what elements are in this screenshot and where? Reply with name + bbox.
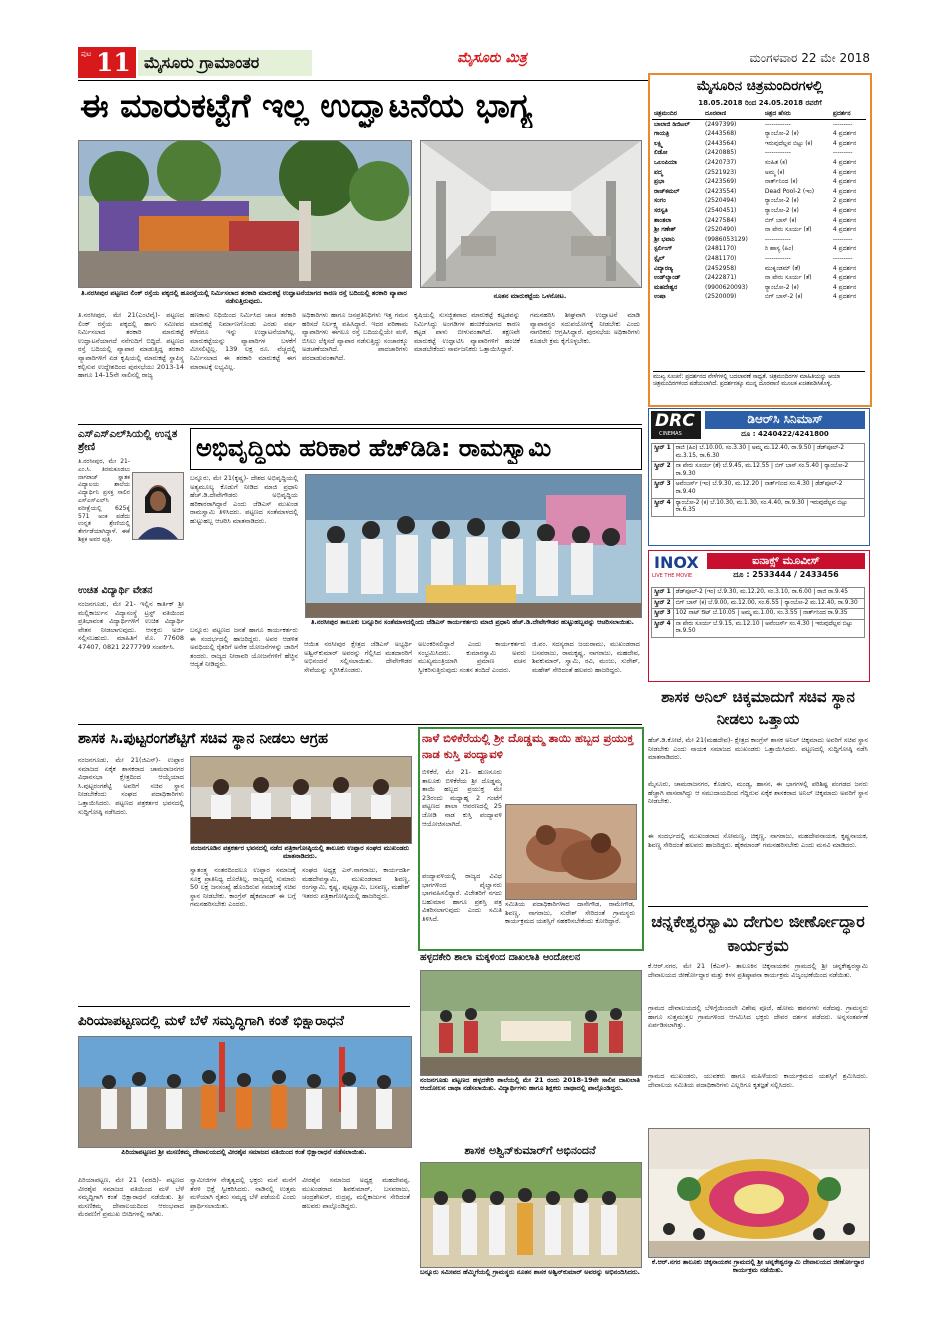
cinema-cell: (2423569) — [704, 178, 737, 186]
cinema-row — [652, 225, 866, 235]
jds-celebration-photo — [305, 474, 642, 618]
cinema-cell: ಗಾಯತ್ರಿ — [654, 130, 670, 138]
cinema-cell: --------- — [832, 120, 853, 128]
cinema-row — [652, 292, 866, 302]
paper-logo: ಮೈಸೂರು ಮಿತ್ರ — [457, 50, 527, 66]
cinema-cell: ಪದ್ಮ — [654, 168, 663, 176]
cinema-row — [652, 264, 866, 274]
cinema-cell: (2497399) — [704, 120, 737, 128]
drc-box — [648, 408, 870, 546]
cinema-cell: 4 ಪ್ರದರ್ಶನ — [832, 178, 857, 186]
cinema-cell: --------- — [832, 149, 853, 157]
cinema-row — [652, 119, 866, 129]
inox-logo — [651, 553, 703, 583]
cinema-row — [652, 158, 866, 168]
cinema-row — [652, 187, 866, 197]
inox-screen-label: ಸ್ಕ್ರೀನ್ 3 — [652, 609, 674, 620]
cinema-cell: --------- — [832, 235, 853, 243]
cinema-cell: ------------ — [764, 120, 791, 128]
drc-screen-row — [652, 462, 865, 480]
market-interior-photo — [420, 140, 642, 288]
cinema-cell: ಶ್ರೀ ಗಣೇಶ್ — [654, 226, 676, 234]
drc-logo-text: DRC — [655, 411, 695, 431]
cinema-cell: (2520009) — [704, 293, 737, 301]
cinema-col-shows: ಪ್ರದರ್ಶನ — [832, 110, 851, 117]
cinema-row — [652, 216, 866, 226]
inox-screen-label: ಸ್ಕ್ರೀನ್ 1 — [652, 588, 674, 599]
cinema-cell: ಪ್ರಭಾ — [654, 178, 665, 186]
cinema-cell: (2521923) — [704, 168, 737, 176]
story7-rule — [648, 906, 868, 907]
cinema-cell: 4 ಪ್ರದರ್ಶನ — [832, 293, 857, 301]
story5-headline: ಪಿರಿಯಾಪಟ್ಟಣದಲ್ಲಿ ಮಳೆ ಬೆಳೆ ಸಮೃದ್ಧಿಗಾಗಿ ಕಂತೆ ಭಿಕ್ಷಾರಾಧನೆ — [78, 1013, 344, 1029]
cinema-cell: (2452958) — [704, 264, 737, 272]
drc-screen-shows: ರ್‍ಯಾಂಬೋ-2 (ಕ) ಬೆ.10.30, ಮ.1.30, ಸಂ.4.40, ರಾ.9.30 | ಇರುವುದೆಲ್ಲವ ಬಿಟ್ಟು ರಾ.6.35 — [673, 498, 864, 516]
story5-caption: ಪಿರಿಯಾಪಟ್ಟಣದ ಶ್ರೀ ಮಸಣಿಕಮ್ಮ ದೇವಾಲಯದಲ್ಲಿ ವೀರಶೈವ ಸಮಾಜದ ವತಿಯಿಂದ ಕಂತೆ ಭಿಕ್ಷಾರಾಧನೆ ನಡೆಸಲಾಯಿತು. — [121, 1148, 367, 1156]
cinema-cell: (9900620093) — [704, 283, 748, 291]
story7-p2: ಮೈಸೂರು, ಚಾಮರಾಜನಗರ, ಕೊಡಗು, ಮಂಡ್ಯ, ಹಾಸನ, ಈ ಭಾಗಗಳಲ್ಲಿ ಪರಿಶಿಷ್ಟ ಪಂಗಡದ ಜನರು ಹೆಚ್ಚಾಗಿ ವಾಸವಾಗಿದ್ದು ಆ ಸಮುದಾಯದಿಂದ ಗೆದ್ದಿರುವ ಏಕೈಕ ಶಾಸಕರಾದ ಅನಿಲ್ ಚಿಕ್ಕಮಾದು ಅವರಿಗೆ ಸ್ಥಾನ ನೀಡಬೇಕು. — [648, 780, 868, 806]
section-title: ಮೈಸೂರು ಗ್ರಾಮಾಂತರ — [138, 50, 312, 76]
story8-p1: ಕೆ.ಆರ್.ನಗರ, ಮೇ 21 (ಕೆಎಸ್)- ತಾಲೂಕಿನ ಚಿಕ್ಕನಾಯಕನ ಗ್ರಾಮದಲ್ಲಿ ಶ್ರೀ ಚನ್ನಕೇಶ್ವರಸ್ವಾಮಿ ದೇವಾಲಯದ ಜೀರ್ಣೋದ್ಧಾರ ಮತ್ತು ಕಳಸ ಪ್ರತಿಷ್ಠಾಪನಾ ಕಾರ್ಯಕ್ರಮ ವಿಜೃಂಭಣೆಯಿಂದ ನಡೆಯಿತು. — [648, 962, 868, 979]
inox-box — [648, 550, 870, 682]
drc-title: ಡಿಆರ್‌ಸಿ ಸಿನಿಮಾಸ್ — [747, 412, 823, 426]
inox-title: ಐನಾಕ್ಸ್ ಮೂವೀಸ್ — [752, 554, 820, 567]
school-rally-photo — [420, 970, 642, 1076]
story3-col1: ನಂಜನಗೂಡು, ಮೇ 21(ಜಿಎಸ್)- ಉಪ್ಪಾರ ಸಮಾಜದ ಏಕೈಕ ಶಾಸಕರಾದ ಚಾಮರಾಜನಗರ ವಿಧಾನಸಭಾ ಕ್ಷೇತ್ರದಿಂದ ಆಯ್ಕೆಯಾದ ಸಿ.ಪುಟ್ಟರಂಗಶೆಟ್ಟಿ ಅವರಿಗೆ ಸಚಿವ ಸ್ಥಾನ ನೀಡಬೇಕೆಂದು ಸಂಘದ ಪದಾಧಿಕಾರಿಗಳು ಒತ್ತಾಯಿಸಿದರು. ಪಟ್ಟಣದ ಪತ್ರಕರ್ತರ ಭವನದಲ್ಲಿ ಸುದ್ದಿಗೋಷ್ಠಿ ನಡೆಸಿದರು. — [78, 756, 184, 816]
cinema-cell: (2481170) — [704, 254, 737, 262]
cinema-cell: ರಾಜ್‌ಕಮಲ್ — [654, 187, 680, 195]
page-number-badge — [78, 47, 136, 78]
masthead-date: ಮಂಗಳವಾರ 22 ಮೇ 2018 — [749, 51, 870, 65]
cinema-cell: ಲಕ್ಷ್ಮಿ — [654, 139, 663, 147]
cinema-cell: ವಿದ್ಯಾರಣ್ಯ — [654, 264, 673, 272]
cinema-cell: ಉಷಾ — [654, 293, 666, 301]
story8-caption: ಕೆ.ಆರ್.ನಗರ ತಾಲೂಕು ಚಿಕ್ಕನಾಯಕನ ಗ್ರಾಮದಲ್ಲಿ ಶ್ರೀ ಚನ್ನಕೇಶ್ವರಸ್ವಾಮಿ ದೇವಾಲಯದ ಜೀರ್ಣೋದ್ಧಾರ ಕಾರ್ಯಕ್ರಮ ನಡೆಯಿತು. — [651, 1258, 865, 1274]
cinema-table — [652, 109, 866, 302]
cinema-row — [652, 168, 866, 178]
school-drive-headline: ಹಳ್ಳದಕೇರಿ ಶಾಲಾ ಮಕ್ಕಳಿಂದ ದಾಖಲಾತಿ ಆಂದೋಲನ — [420, 952, 581, 963]
cinema-cell: 4 ಪ್ರದರ್ಶನ — [832, 274, 857, 282]
story1-headline: ಈ ಮಾರುಕಟ್ಟೆಗೆ ಇಲ್ಲ ಉದ್ಘಾಟನೆಯ ಭಾಗ್ಯ — [80, 86, 533, 125]
cinema-cell: --------- — [832, 254, 853, 262]
story1-rule — [78, 424, 642, 425]
story3-col3: ಸಂಘದ ಅಧ್ಯಕ್ಷ ಎಸ್.ನಾಗರಾಜು, ಕಾರ್ಯದರ್ಶಿ ಮಹದೇವಸ್ವಾಮಿ, ಮುಖಂಡರಾದ ಶಿವಣ್ಣ, ರಂಗಸ್ವಾಮಿ, ಕೃಷ್ಣ, ಪುಟ್ಟಸ್ವಾಮಿ, ಬಸವಣ್ಣ, ಮಹೇಶ್ ಇತರರು ಪತ್ರಿಕಾಗೋಷ್ಠಿಯಲ್ಲಿ ಹಾಜರಿದ್ದರು. — [302, 866, 410, 900]
cinema-cell: ನಾರ್ತ್‌ನಿಂದ (ಕ) — [764, 178, 798, 186]
school-drive-caption: ನಂಜನಗೂಡು ಪಟ್ಟಣದ ಹಳ್ಳದಕೇರಿ ಶಾಲೆಯಲ್ಲಿ ಮೇ 21 ರಂದು 2018-19ನೇ ಸಾಲಿನ ದಾಖಲಾತಿ ಆಂದೋಲನ ಜಾಥಾ ನಡೆಸಲಾಯಿತು. ವಿದ್ಯಾರ್ಥಿಗಳು ಹಾಗೂ ಶಿಕ್ಷಕರು ಜಾಥಾದಲ್ಲಿ ಪಾಲ್ಗೊಂಡಿದ್ದರು. — [420, 1076, 640, 1092]
cinema-cell: ಒಲಂಪಿಯಾ — [654, 158, 677, 166]
story8-p2: ಗ್ರಾಮದ ದೇವಾಲಯದಲ್ಲಿ ಬೆಳಿಗ್ಗೆಯಿಂದಲೇ ವಿಶೇಷ ಪೂಜೆ, ಹೋಮ ಹವನಗಳು ನಡೆದವು. ಗ್ರಾಮಸ್ಥರು ಹಾಗೂ ಸುತ್ತಮುತ್ತಲ ಗ್ರಾಮಗಳಿಂದ ಆಗಮಿಸಿದ ಭಕ್ತರು ದೇವರ ದರ್ಶನ ಪಡೆದರು. ಅನ್ನಸಂತರ್ಪಣೆ ಏರ್ಪಡಿಸಲಾಗಿತ್ತು. — [648, 1004, 868, 1030]
drc-screen-label: ಸ್ಕ್ರೀನ್ 1 — [652, 444, 674, 462]
story3-headline: ಶಾಸಕ ಸಿ.ಪುಟ್ಟರಂಗಶೆಟ್ಟಿಗೆ ಸಚಿವ ಸ್ಥಾನ ನೀಡಲು ಆಗ್ರಹ — [78, 731, 329, 747]
cinema-cell: 4 ಪ್ರದರ್ಶನ — [832, 283, 857, 291]
cinema-row — [652, 254, 866, 264]
cinema-row — [652, 244, 866, 254]
cinema-cell: ಲಿಡೋ — [654, 149, 668, 157]
drc-screens — [651, 443, 865, 517]
story2-rule — [78, 724, 642, 725]
drc-screen-row — [652, 444, 865, 462]
inox-screen-row — [652, 598, 865, 609]
cinema-cell: ರ್‍ಯಾಂಬೋ-2 (ಕ) — [764, 206, 799, 214]
inox-screen-label: ಸ್ಕ್ರೀನ್ 4 — [652, 619, 674, 637]
inox-logo-sub: LIVE THE MOVIE — [652, 573, 693, 579]
drc-screen-row — [652, 498, 865, 516]
cinema-col-film: ಚಿತ್ರದ ಹೆಸರು — [764, 110, 791, 117]
cinema-cell: 4 ಪ್ರದರ್ಶನ — [832, 216, 857, 224]
sslc-headline: ಎಸ್‌ಎಸ್‌ಎಲ್‌ಸಿಯಲ್ಲಿ ಉನ್ನತ ಶ್ರೇಣಿ — [78, 428, 178, 453]
inox-phone: ದೂ : 2533444 / 2433456 — [733, 570, 839, 579]
cinema-row — [652, 177, 866, 187]
sslc-body: ತಿ.ನರಸೀಪುರ, ಮೇ 21- ಎಂ.ಸಿ. ತಿರಮಕೂಡಲು ನಾಗರಾಜ್ ಸ್ನಾತಕ ವಿದ್ಯಾಲಯ ಶಾಲೆಯ ವಿದ್ಯಾರ್ಥಿನಿ ಪ್ರಸಕ್ತ ಸಾಲಿನ ಎಸ್‌ಎಸ್‌ಎಲ್‌ಸಿ ಪರೀಕ್ಷೆಯಲ್ಲಿ 625ಕ್ಕೆ 571 ಅಂಕ ಪಡೆದು ಉನ್ನತ ಶ್ರೇಣಿಯಲ್ಲಿ ತೇರ್ಗಡೆಯಾಗಿದ್ದಾಳೆ. ಈಕೆ ಶಿಕ್ಷಕ ಅವರ ಪುತ್ರಿ. — [78, 458, 130, 543]
cinema-cell: ಸರಸ್ವತಿ — [654, 206, 668, 214]
cinema-cell: ನಾ ಪೇರು ಸೂರ್ಯ (ತೆ) — [764, 274, 812, 282]
cinema-cell: ------------ — [764, 254, 791, 262]
cinema-cell: 4 ಪ್ರದರ್ಶನ — [832, 245, 857, 253]
cinema-cell: (2520490) — [704, 226, 737, 234]
cinema-cell: 4 ಪ್ರದರ್ಶನ — [832, 158, 857, 166]
drc-screen-row — [652, 480, 865, 498]
story1-caption-left: ತಿ.ನರಸೀಪುರ ಪಟ್ಟಣದ ಲಿಂಕ್ ರಸ್ತೆಯ ಪಕ್ಕದಲ್ಲಿ ಹೂರಸ್ತೆಯಲ್ಲಿ ನಿರ್ಮಿಸಲಾದ ತರಕಾರಿ ಮಾರುಕಟ್ಟೆ ಉದ್ಘಾಟನೆಯಾಗದ ಕಾರಣ ರಸ್ತೆ ಬದಿಯಲ್ಲಿ ತರಕಾರಿ ವ್ಯಾಪಾರ ನಡೆಸುತ್ತಿರುವುದು. — [81, 289, 407, 305]
cinema-cell: (2520494) — [704, 197, 737, 205]
inox-screens — [651, 587, 865, 638]
story4-col1: ಬಿಳಿಕೆರೆ, ಮೇ 21- ಹುಣಸೂರು ತಾಲೂಕು ಬಿಳಿಕೆರೆಯ ಶ್ರೀ ದೊಡ್ಡಮ್ಮ ತಾಯಿ ಹಬ್ಬದ ಪ್ರಯುಕ್ತ ಮೇ 23ರಂದು ಮಧ್ಯಾಹ್ನ 2 ಗಂಟೆಗೆ ಪಟ್ಟಣದ ಶಾಲಾ ಆವರಣದಲ್ಲಿ 25 ಜೋಡಿ ನಾಡ ಕುಸ್ತಿ ಪಂದ್ಯಾವಳಿ ಆಯೋಜಿಸಲಾಗಿದೆ. — [422, 768, 502, 828]
story3-rule — [78, 1006, 410, 1007]
story7-p3: ಈ ಸಂದರ್ಭದಲ್ಲಿ ಮುಖಂಡರಾದ ಸೋಮಣ್ಣ, ಚಿಕ್ಕಣ್ಣ, ನಾಗರಾಜು, ಮಹದೇವನಾಯಕ, ಕೃಷ್ಣನಾಯಕ, ಶಿವಣ್ಣ ಸೇರಿದಂತೆ ಹಲವರು ಹಾಜರಿದ್ದರು. ಹೈಕಮಾಂಡ್ ಗಮನಹರಿಸಬೇಕು ಎಂದು ಮನವಿ ಮಾಡಿದರು. — [648, 832, 868, 849]
story2-col3: ಆಯಿತ ನರಸೀಪುರ ಕ್ಷೇತ್ರದ ಜೆಡಿಎಸ್ ಅಭ್ಯರ್ಥಿ ಅಶ್ವಿನ್‌ಕುಮಾರ್ ಅವರನ್ನು ಗೆಲ್ಲಿಸಿದ ಮತದಾರರಿಗೆ ಅಭಿನಂದನೆ ಸಲ್ಲಿಸಲಾಯಿತು. ದೇವೇಗೌಡರ ಸೇವೆಯನ್ನು ಸ್ಮರಿಸಿಕೊಂಡರು. — [304, 640, 412, 674]
drc-screen-shows: ಅವೆಂಜರ್ಸ್ (ಇಂ) ಬೆ.9.30, ಮ.12.20 | ನಾರ್ತ್‌ನಿಂದ ಸಂ.4.30 | ಡೆಡ್‌ಪೂಲ್-2 ರಾ.9.40 — [673, 480, 864, 498]
cinema-cell: ಮುಕೃಂಡಮ್ (ತೆ) — [764, 264, 801, 272]
story3-col2: ಸ್ವಾತಂತ್ರ್ಯ ನಂತರದಿಂದಲೂ ಉಪ್ಪಾರ ಸಮಾಜಕ್ಕೆ ಸೂಕ್ತ ಪ್ರಾತಿನಿಧ್ಯ ದೊರೆತಿಲ್ಲ. ರಾಜ್ಯದಲ್ಲಿ ಸುಮಾರು 50 ಲಕ್ಷ ಜನಸಂಖ್ಯೆ ಹೊಂದಿರುವ ಸಮಾಜಕ್ಕೆ ಸಚಿವ ಸ್ಥಾನ ನೀಡಬೇಕು. ಕಾಂಗ್ರೆಸ್ ಹೈಕಮಾಂಡ್ ಈ ಬಗ್ಗೆ ಗಮನಹರಿಸಬೇಕು ಎಂದರು. — [190, 866, 296, 909]
scholarship-headline: ಉಚಿತ ವಿದ್ಯಾರ್ಥಿ ವೇತನ — [78, 585, 153, 596]
inox-screen-row — [652, 619, 865, 637]
story1-caption-right: ನೂತನ ಮಾರುಕಟ್ಟೆಯ ಒಳನೋಟ. — [493, 292, 567, 300]
story6-headline: ಶಾಸಕ ಅಶ್ವಿನ್‌ಕುಮಾರ್‌ಗೆ ಅಭಿನಂದನೆ — [464, 1144, 596, 1157]
cinema-cell: (2423554) — [704, 187, 737, 195]
temple-photo — [648, 1128, 870, 1258]
story1-col3: ಅಧಿಕಾರಿಗಳು ಹಾಗೂ ಜನಪ್ರತಿನಿಧಿಗಳು ಇತ್ತ ಗಮನ ಹರಿಸದೆ ನಿರ್ಲಕ್ಷ್ಯ ವಹಿಸಿದ್ದಾರೆ. ಇದರ ಪರಿಣಾಮ ವ್ಯಾಪಾರಿಗಳು ಈಗಲೂ ರಸ್ತೆ ಬದಿಯಲ್ಲಿಯೇ ಮಳೆ, ಬಿಸಿಲು ಲೆಕ್ಕಿಸದೆ ವ್ಯಾಪಾರ ನಡೆಸುತ್ತಿದ್ದು ಸಂಚಾರಕ್ಕೂ ಅಡಚಣೆಯಾಗಿದೆ. ಪಾದಚಾರಿಗಳು ಪರದಾಡುವಂತಾಗಿದೆ. — [302, 311, 408, 362]
cinema-row — [652, 206, 866, 216]
story6-caption: ಬನ್ನೂರು ಸಮೀಪದ ಹೆಮ್ಮಿಗೆಯಲ್ಲಿ ಗ್ರಾಮಸ್ಥರು ನೂತನ ಶಾಸಕ ಅಶ್ವಿನ್‌ಕುಮಾರ್ ಅವರನ್ನು ಅಭಿನಂದಿಸಿದರು. — [420, 1268, 640, 1276]
cinema-cell: (9986053129) — [704, 235, 748, 243]
inox-screen-row — [652, 588, 865, 599]
cinema-cell: Dead Pool-2 (ಇಂ) — [764, 187, 815, 195]
cinema-cell: ಸ್ಟರ್ಲಿಂಗ್ — [654, 245, 673, 253]
story5-col3: ವೀರಶೈವ ಸಮಾಜದ ಅಧ್ಯಕ್ಷ ಮಹದೇವಪ್ಪ, ಮುಖಂಡರಾದ ಶಿವಕುಮಾರ್, ಬಸವರಾಜು, ಚಂದ್ರಶೇಖರ್, ರುದ್ರಪ್ಪ, ಮಲ್ಲಿಕಾರ್ಜುನ ಸೇರಿದಂತೆ ಹಲವರು ಪಾಲ್ಗೊಂಡಿದ್ದರು. — [302, 1176, 410, 1210]
cinema-cell: ಇರುವುದೆಲ್ಲವ ಬಿಟ್ಟು (ಕ) — [764, 139, 813, 147]
wrestling-photo — [505, 804, 637, 900]
drc-screen-label: ಸ್ಕ್ರೀನ್ 4 — [652, 498, 674, 516]
cinema-cell: ಶ್ರೀ ಭವಾನಿ — [654, 235, 675, 243]
cinema-cell: ------------ — [764, 235, 791, 243]
cinema-title: ಮೈಸೂರಿನ ಚಿತ್ರಮಂದಿರಗಳಲ್ಲಿ — [696, 78, 824, 94]
cinema-dates: 18.05.2018 ರಿಂದ 24.05.2018 ರವರೆಗೆ — [698, 99, 822, 107]
cinema-row — [652, 283, 866, 293]
inox-screen-label: ಸ್ಕ್ರೀನ್ 2 — [652, 598, 674, 609]
cinema-footer: ಮುಖ್ಯ ಸೂಚನೆ: ಪ್ರದರ್ಶನದ ವೇಳೆಗಳಲ್ಲಿ ಬದಲಾವಣೆ ಸಾಧ್ಯತೆ. ಚಿತ್ರಮಂದಿರಗಳ ಮಾಹಿತಿಯನ್ನು ಆಯಾ ಚಿತ್ರಮಂದಿರಗಳಿಂದ ಪಡೆಯಲಾಗಿದೆ. ಪ್ರದರ್ಶನಕ್ಕೂ ಮುನ್ನ ದೂರವಾಣಿ ಮೂಲಕ ಖಚಿತಪಡಿಸಿಕೊಳ್ಳಿ. — [653, 371, 865, 389]
drc-logo — [651, 411, 701, 439]
page-label: ಪುಟ — [81, 50, 92, 58]
cinema-cell: 2 ಪ್ರದರ್ಶನ — [832, 197, 857, 205]
student-portrait — [132, 472, 184, 540]
inox-screen-shows: ನಾ ಪೇರು ಸೂರ್ಯ ಬೆ.9.15, ಮ.12.10 | ಅವೆಂಜರ್ಸ್ ಸಂ.4.30 | ಇರುವುದೆಲ್ಲವ ಬಿಟ್ಟು ರಾ.9.50 — [673, 619, 864, 637]
cinema-cell: ಅಮ್ಮ (ಕ) — [764, 168, 785, 176]
story2-caption: ತಿ.ನರಸೀಪುರ ತಾಲೂಕು ಬನ್ನೂರಿನ ಸಂತೆಮಾಳದಲ್ಲಿಂದು ಜೆಡಿಎಸ್ ಕಾರ್ಯಕರ್ತರು ಮಾಜಿ ಪ್ರಧಾನಿ ಹೆಚ್.ಡಿ.ದೇವೇಗೌಡರ ಹುಟ್ಟುಹಬ್ಬವನ್ನು ಆಚರಿಸಲಾಯಿತು. — [310, 618, 635, 626]
story7-p1: ಹೆಚ್.ಡಿ.ಕೋಟೆ, ಮೇ 21(ಮಹದೇವ)- ಕ್ಷೇತ್ರದ ಕಾಂಗ್ರೆಸ್ ಶಾಸಕ ಅನಿಲ್ ಚಿಕ್ಕಮಾದು ಅವರಿಗೆ ಸಚಿವ ಸ್ಥಾನ ನೀಡಬೇಕು ಎಂದು ನಾಯಕ ಸಮಾಜದ ಮುಖಂಡರು ಒತ್ತಾಯಿಸಿದರು. ಪಟ್ಟಣದಲ್ಲಿ ಸುದ್ದಿಗೋಷ್ಠಿ ನಡೆಸಿ ಮಾತನಾಡಿದರು. — [648, 736, 868, 762]
story1-col1: ತಿ.ನರಸೀಪುರ, ಮೇ 21(ಎಂಟಿವೈ)- ಪಟ್ಟಣದ ಲಿಂಕ್ ರಸ್ತೆಯ ಪಕ್ಕದಲ್ಲಿ ಹಾಗು ಸಮೀಪದ ನಿರ್ಮಿಸಲಾದ ತರಕಾರಿ ಮಾರುಕಟ್ಟೆ ಉದ್ಘಾಟನೆಯಾಗದೆ ನನೆಗುದಿಗೆ ಬಿದ್ದಿದೆ. ಪಟ್ಟಣದ ರಸ್ತೆ ಬದಿಯಲ್ಲಿ ವ್ಯಾಪಾರ ಮಾಡುತ್ತಿದ್ದ ತರಕಾರಿ ವ್ಯಾಪಾರಿಗಳಿಗೆ ಏಡ ಕೃಷಿಯಲ್ಲಿ ಮಾರುಕಟ್ಟೆ ಸ್ಥಾಪಿಸ್ಥ ಕಲ್ಪಿಸುವ ಉದ್ದೇಶದಿಂದ ಪುರಸಭೆಯು 2013-14 ಹಾಗೂ 14-15ನೇ ಸಾಲಿನಲ್ಲಿ ರಾಜ್ಯ — [78, 311, 184, 380]
story8-headline: ಚನ್ನಕೇಶ್ವರಸ್ವಾಮಿ ದೇಗುಲ ಜೀರ್ಣೋದ್ಧಾರ ಕಾರ್ಯಕ್ರಮ — [651, 912, 865, 955]
story2-col5: ಜಿ.ಪಂ. ಸದಸ್ಯರಾದ ಜಯರಾಮು, ಮುಖಂಡರಾದ ಬಸವರಾಜು, ರಾಮಕೃಷ್ಣ, ನಾಗರಾಜು, ಮಹದೇವ, ಶಿವಕುಮಾರ್, ಸ್ವಾಮಿ, ರವಿ, ಮಂಜು, ಸುರೇಶ್, ಮಹೇಶ್ ಸೇರಿದಂತೆ ಹಲವರು ಹಾಜರಿದ್ದರು. — [532, 640, 640, 674]
cinema-col-theatre: ಚಿತ್ರಮಂದಿರ — [654, 110, 677, 117]
cinema-cell: 4 ಪ್ರದರ್ಶನ — [832, 187, 857, 195]
cinema-cell: ಮಹದೇಶ್ವರ — [654, 283, 678, 291]
cinema-cell: ಉಡ್‌ಲ್ಯಾಂಡ್ — [654, 274, 681, 282]
cinema-box — [648, 73, 872, 407]
cinema-row — [652, 129, 866, 139]
story4-col3: ಸಮಿತಿಯ ಪದಾಧಿಕಾರಿಗಳಾದ ದಾಸೇಗೌಡ, ರಾಮೇಗೌಡ, ಶಿವಣ್ಣ, ನಾಗರಾಜು, ಸುರೇಶ್ ಸೇರಿದಂತೆ ಗ್ರಾಮಸ್ಥರು ಕಾರ್ಯಕ್ರಮದ ಯಶಸ್ಸಿಗೆ ಸಹಕರಿಸಬೇಕೆಂದು ಕೋರಿದ್ದಾರೆ. — [505, 900, 635, 926]
cinema-cell: (2481170) — [704, 245, 737, 253]
cinema-cell: ಸಂಹಿತ (ಕ) — [764, 158, 788, 166]
cinema-cell: ರ್‍ಯಾಂಬೋ-2 (ಕ) — [764, 130, 799, 138]
cinema-cell: 4 ಪ್ರದರ್ಶನ — [832, 139, 857, 147]
cinema-cell: (2443564) — [704, 139, 737, 147]
story4-col2: ಪಂದ್ಯಾವಳಿಯಲ್ಲಿ ರಾಜ್ಯದ ವಿವಿಧ ಭಾಗಗಳಿಂದ ಪೈಲ್ವಾನರು ಭಾಗವಹಿಸಲಿದ್ದಾರೆ. ವಿಜೇತರಿಗೆ ನಗದು ಬಹುಮಾನ ಹಾಗೂ ಪ್ರಶಸ್ತಿ ಪತ್ರ ವಿತರಿಸಲಾಗುವುದು ಎಂದು ಸಮಿತಿ ತಿಳಿಸಿದೆ. — [422, 872, 502, 923]
cinema-cell: (2427584) — [704, 216, 737, 224]
story1-col2: ಹಣಕಾಸು ನಿಧಿಯಿಂದ ನಿರ್ಮಿಸಿದ ಚಾಚ ತರಕಾರಿ ಮಾರುಕಟ್ಟೆ ನಿರ್ಮಾಣಗೊಂಡು ಎರಡು ವರ್ಷ ಕಳೆದರೂ ಇನ್ನು ಉದ್ಘಾಟನೆಯಾಗಿಲ್ಲ. ಮಾರುಕಟ್ಟೆಯನ್ನು ವ್ಯಾಪಾರಿಗಳ ಬಳಕೆಗೆ ಮೀಸಲಿಟ್ಟಿಲ್ಲ. 139 ಲಕ್ಷ ರೂ. ವೆಚ್ಚದಲ್ಲಿ ನಿರ್ಮಿಸಲಾದ ಈ ತರಕಾರಿ ಮಾರುಕಟ್ಟೆ ಈಗ ಮಾರಾಟಕ್ಕೆ ಲಭ್ಯವಿಲ್ಲ. — [190, 311, 296, 371]
cinema-cell: 4 ಪ್ರದರ್ಶನ — [832, 226, 857, 234]
cinema-row — [652, 139, 866, 149]
story1-col4: ಕೃಷಿಯಲ್ಲಿ ಸುಸಜ್ಜಿತವಾದ ಮಾರುಕಟ್ಟೆ ಕಟ್ಟಡವನ್ನು ನಿರ್ಮಿಸಿದ್ದು ಅಂಗಡಿಗಳ ಹಂಚಿಕೆಯಾಗದ ಕಾರಣ ಕಟ್ಟಡ ಪಾಳು ಬೀಳುವಂತಾಗಿದೆ. ತಕ್ಷಣವೇ ಮಾರುಕಟ್ಟೆ ಉದ್ಘಾಟಿಸಿ ವ್ಯಾಪಾರಿಗಳಿಗೆ ಹಂಚಿಕೆ ಮಾಡಬೇಕೆಂದು ಸಾರ್ವಜನಿಕರು ಒತ್ತಾಯಿಸಿದ್ದಾರೆ. — [414, 311, 520, 354]
market-roadside-photo — [78, 140, 412, 288]
cinema-cell: 4 ಪ್ರದರ್ಶನ — [832, 206, 857, 214]
drc-screen-shows: ರಾಜಿ (ಹಿಂ) ಬೆ.10.00, ಸಂ.3.30 | ಅಮ್ಮ ಮ.12.40, ರಾ.9.50 | ಡೆಡ್‌ಪೂಲ್-2 ಮ.3.15, ರಾ.6.30 — [673, 444, 864, 462]
inox-screen-shows: ಬಿಗ್ ಬಾಸ್ (ಕ) ಬೆ.9.00, ಮ.12.00, ಸಂ.6.55 | ರ್‍ಯಾಂಬೋ-2 ಮ.12.40, ರಾ.9.30 — [673, 598, 864, 609]
story2-headline: ಅಭಿವೃದ್ಧಿಯ ಹರಿಕಾರ ಹೆಚ್‌ಡಿಡಿ: ರಾಮಸ್ವಾಮಿ — [196, 434, 552, 462]
drc-screen-label: ಸ್ಕ್ರೀನ್ 3 — [652, 480, 674, 498]
inox-screen-shows: 102 ನಾಟ್ ಔಟ್ ಬೆ.10.05 | ಅಮ್ಮ ಮ.1.00, ಸಂ.3.55 | ನಾರ್ತ್‌ನಿಂದ ರಾ.9.35 — [673, 609, 864, 620]
drc-screen-label: ಸ್ಕ್ರೀನ್ 2 — [652, 462, 674, 480]
cinema-cell: ರ್‍ಯಾಂಬೋ-2 (ಕ) — [764, 197, 799, 205]
cinema-cell: 4 ಪ್ರದರ್ಶನ — [832, 168, 857, 176]
page-number: 11 — [96, 48, 131, 77]
cinema-cell: ಬಾಲಾಜಿ ಡಿಜಿಟಲ್ — [654, 120, 690, 128]
drc-logo-sub: CINEMAS — [659, 431, 682, 437]
inox-screen-shows: ಡೆಡ್‌ಪೂಲ್-2 (ಇಂ) ಬೆ.9.30, ಮ.12.20, ಸಂ.3.10, ರಾ.6.00 | ರಾಜಿ ರಾ.9.45 — [673, 588, 864, 599]
cinema-cell: ಸಂಗಂ — [654, 197, 666, 205]
story4-headline: ನಾಳೆ ಬಿಳಿಕೆರೆಯಲ್ಲಿ ಶ್ರೀ ದೊಡ್ಡಮ್ಮ ತಾಯಿ ಹಬ್ಬದ ಪ್ರಯುಕ್ತ ನಾಡ ಕುಸ್ತಿ ಪಂದ್ಯಾವಳಿ — [422, 731, 634, 761]
cinema-cell: ------------ — [764, 149, 791, 157]
press-meet-photo — [190, 756, 412, 844]
cinema-cell: 4 ಪ್ರದರ್ಶನ — [832, 130, 857, 138]
cinema-cell: ಬಿಗ್ ಬಾಸ್-2 (ಕ) — [764, 293, 803, 301]
story8-p3: ಗ್ರಾಮದ ಮುಖಂಡರು, ಯುವಕರು ಹಾಗೂ ಮಹಿಳೆಯರು ಕಾರ್ಯಕ್ರಮದ ಯಶಸ್ಸಿಗೆ ಶ್ರಮಿಸಿದರು. ದೇವಾಲಯ ಸಮಿತಿಯ ಪದಾಧಿಕಾರಿಗಳು ಎಲ್ಲರಿಗೂ ಕೃತಜ್ಞತೆ ಸಲ್ಲಿಸಿದರು. — [648, 1072, 868, 1089]
cinema-col-phone: ದೂರವಾಣಿ — [704, 110, 727, 117]
drc-phone: ದೂ : 4240422/4241800 — [741, 430, 829, 438]
story7-headline: ಶಾಸಕ ಅನಿಲ್ ಚಿಕ್ಕಮಾದುಗೆ ಸಚಿವ ಸ್ಥಾನ ನೀಡಲು ಒತ್ತಾಯ — [661, 688, 855, 728]
cinema-row — [652, 273, 866, 283]
cinema-cell: ಶಾಂತಲಾ — [654, 216, 672, 224]
cinema-row — [652, 196, 866, 206]
cinema-cell: (2422871) — [704, 274, 737, 282]
cinema-cell: ಬಿಗ್ ಬಾಸ್ (ಕ) — [764, 216, 797, 224]
scholarship-body: ನಂಜನಗೂಡು, ಮೇ 21- ಇಲ್ಲಿನ ಕಾರ್ತಿಕ್ ಶ್ರೀ ಮಲ್ಲಿಕಾರ್ಜುನ ವಿದ್ಯಾಸಂಸ್ಥೆ ಟ್ರಸ್ಟ್ ವತಿಯಿಂದ ಪ್ರತಿಭಾವಂತ ವಿದ್ಯಾರ್ಥಿಗಳಿಗೆ ಉಚಿತ ವಿದ್ಯಾರ್ಥಿ ವೇತನ ನೀಡಲಾಗುವುದು. ಆಸಕ್ತರು ಅರ್ಜಿ ಸಲ್ಲಿಸಬಹುದು. ಮಾಹಿತಿಗೆ ಮೊ. 77608 47407, 0821 2277799 ಸಂಪರ್ಕಿಸಿ. — [78, 600, 184, 651]
story5-col1: ಪಿರಿಯಾಪಟ್ಟಣ, ಮೇ 21 (ವರದಿ)- ಪಟ್ಟಣದ ವೀರಶೈವ ಸಮಾಜದ ವತಿಯಿಂದ ಮಳೆ ಬೆಳೆ ಸಮೃದ್ಧಿಗಾಗಿ ಕಂತೆ ಭಿಕ್ಷಾರಾಧನೆ ನಡೆಯಿತು. ಶ್ರೀ ಮಸಣಿಕಮ್ಮ ದೇವಾಲಯದಿಂದ ಆರಂಭವಾದ ಮೆರವಣಿಗೆ ಪ್ರಮುಖ ಬೀದಿಗಳಲ್ಲಿ ಸಾಗಿತು. — [78, 1176, 184, 1219]
story2-col4: ಅಲಂಕರಿಸಲಿದ್ದಾರೆ ಎಂದು ಕಾರ್ಯಕರ್ತರು ಸಂಭ್ರಮಿಸಿದರು. ಕುಮಾರಸ್ವಾಮಿ ಅವರು ಮುಖ್ಯಮಂತ್ರಿಯಾಗಿ ಪ್ರಮಾಣ ವಚನ ಸ್ವೀಕರಿಸುತ್ತಿರುವುದು ಸಂತಸ ತಂದಿದೆ ಎಂದರು. — [418, 640, 526, 674]
cinema-cell: ರ್‍ಯಾಂಬೋ-2 (ಕ) — [764, 283, 799, 291]
story3-caption: ನಂಜನಗೂಡಿನ ಪತ್ರಕರ್ತರ ಭವನದಲ್ಲಿ ನಡೆದ ಪತ್ರಿಕಾಗೋಷ್ಠಿಯಲ್ಲಿ ತಾಲೂಕು ಉಪ್ಪಾರ ಸಂಘದ ಮುಖಂಡರು ಮಾತನಾಡಿದರು. — [190, 844, 410, 860]
cinema-cell: (2540451) — [704, 206, 737, 214]
cinema-cell: (2420737) — [704, 158, 737, 166]
story5-col2: ಸ್ವಾಮೀಜಿಗಳ ನೇತೃತ್ವದಲ್ಲಿ ಭಕ್ತರು ಮನೆ ಮನೆಗೆ ತೆರಳಿ ಭಿಕ್ಷೆ ಸ್ವೀಕರಿಸಿದರು. ನಾಡಿನಲ್ಲಿ ಉತ್ತಮ ಮಳೆಯಾಗಿ ರೈತರು ಸಮೃದ್ಧ ಬೆಳೆ ಪಡೆಯಲಿ ಎಂದು ಪ್ರಾರ್ಥಿಸಲಾಯಿತು. — [190, 1176, 296, 1210]
story1-col5: ಗಮನಹರಿಸಿ ಶೀಘ್ರವಾಗಿ ಉದ್ಘಾಟನೆ ಮಾಡಿ ವ್ಯಾಪಾರಸ್ಥರ ಸದುಪಯೋಗಕ್ಕೆ ನೀಡಬೇಕು ಎಂದು ನಾಗರಿಕರು ಆಗ್ರಹಿಸಿದ್ದಾರೆ. ಪುರಸಭೆಯ ಅಧಿಕಾರಿಗಳು ಕೂಡಲೇ ಕ್ರಮ ಕೈಗೊಳ್ಳಬೇಕು. — [530, 311, 640, 345]
procession-photo — [78, 1036, 412, 1148]
felicitation-photo — [420, 1162, 642, 1268]
story2-col1: ಬನ್ನೂರು, ಮೇ 21(ಕೃಷ್ಣ)- ದೇಶದ ಅಭಿವೃದ್ಧಿಯಲ್ಲಿ ಅತ್ಯಮೂಲ್ಯ ಕೊಡುಗೆ ನೀಡಿದ ಮಾಜಿ ಪ್ರಧಾನಿ ಹೆಚ್.ಡಿ.ದೇವೇಗೌಡರು ಅಭಿವೃದ್ಧಿಯ ಹರಿಕಾರರಾಗಿದ್ದಾರೆ ಎಂದು ಜೆಡಿಎಸ್ ಮುಖಂಡ ರಾಮಸ್ವಾಮಿ ತಿಳಿಸಿದರು. ಪಟ್ಟಣದ ಸಂತೆಮಾಳದಲ್ಲಿ ಹುಟ್ಟುಹಬ್ಬ ಆಚರಿಸಿ ಮಾತನಾಡಿದರು. — [190, 474, 298, 525]
inox-screen-row — [652, 609, 865, 620]
cinema-cell: 4 ಪ್ರದರ್ಶನ — [832, 264, 857, 272]
cinema-cell: ರಿ ಹಾಸ್ಯ (ಹಿಂ) — [764, 245, 794, 253]
cinema-cell: ನಾ ಪೇರು ಸೂರ್ಯ (ತೆ) — [764, 226, 812, 234]
cinema-cell: (2443568) — [704, 130, 737, 138]
story2-col2: ಬನ್ನೂರು ಪಟ್ಟಣದ ಜನತೆ ಹಾಗೂ ಕಾರ್ಯಕರ್ತರು ಈ ಸಂದರ್ಭದಲ್ಲಿ ಹಾಜರಿದ್ದರು. ಅವರ ಆಡಳಿತ ಅವಧಿಯಲ್ಲಿ ರೈತರಿಗೆ ಅನೇಕ ಯೋಜನೆಗಳನ್ನು ಜಾರಿಗೆ ತಂದರು. ರಾಜ್ಯದ ನೀರಾವರಿ ಯೋಜನೆಗಳಿಗೆ ಹೆಚ್ಚಿನ ಆದ್ಯತೆ ನೀಡಿದ್ದರು. — [190, 626, 298, 669]
inox-logo-text: INOX — [654, 553, 699, 572]
drc-screen-shows: ನಾ ಪೇರು ಸೂರ್ಯ (ತೆ) ಬೆ.9.45, ಮ.12.55 | ಬಿಗ್ ಬಾಸ್ ಸಂ.5.40 | ರ್‍ಯಾಂಬೋ-2 ರಾ.9.30 — [673, 462, 864, 480]
cinema-cell: (2420885) — [704, 149, 737, 157]
cinema-row — [652, 235, 866, 245]
cinema-row — [652, 148, 866, 158]
cinema-cell: ಸ್ಟೈಲ್ — [654, 254, 665, 262]
